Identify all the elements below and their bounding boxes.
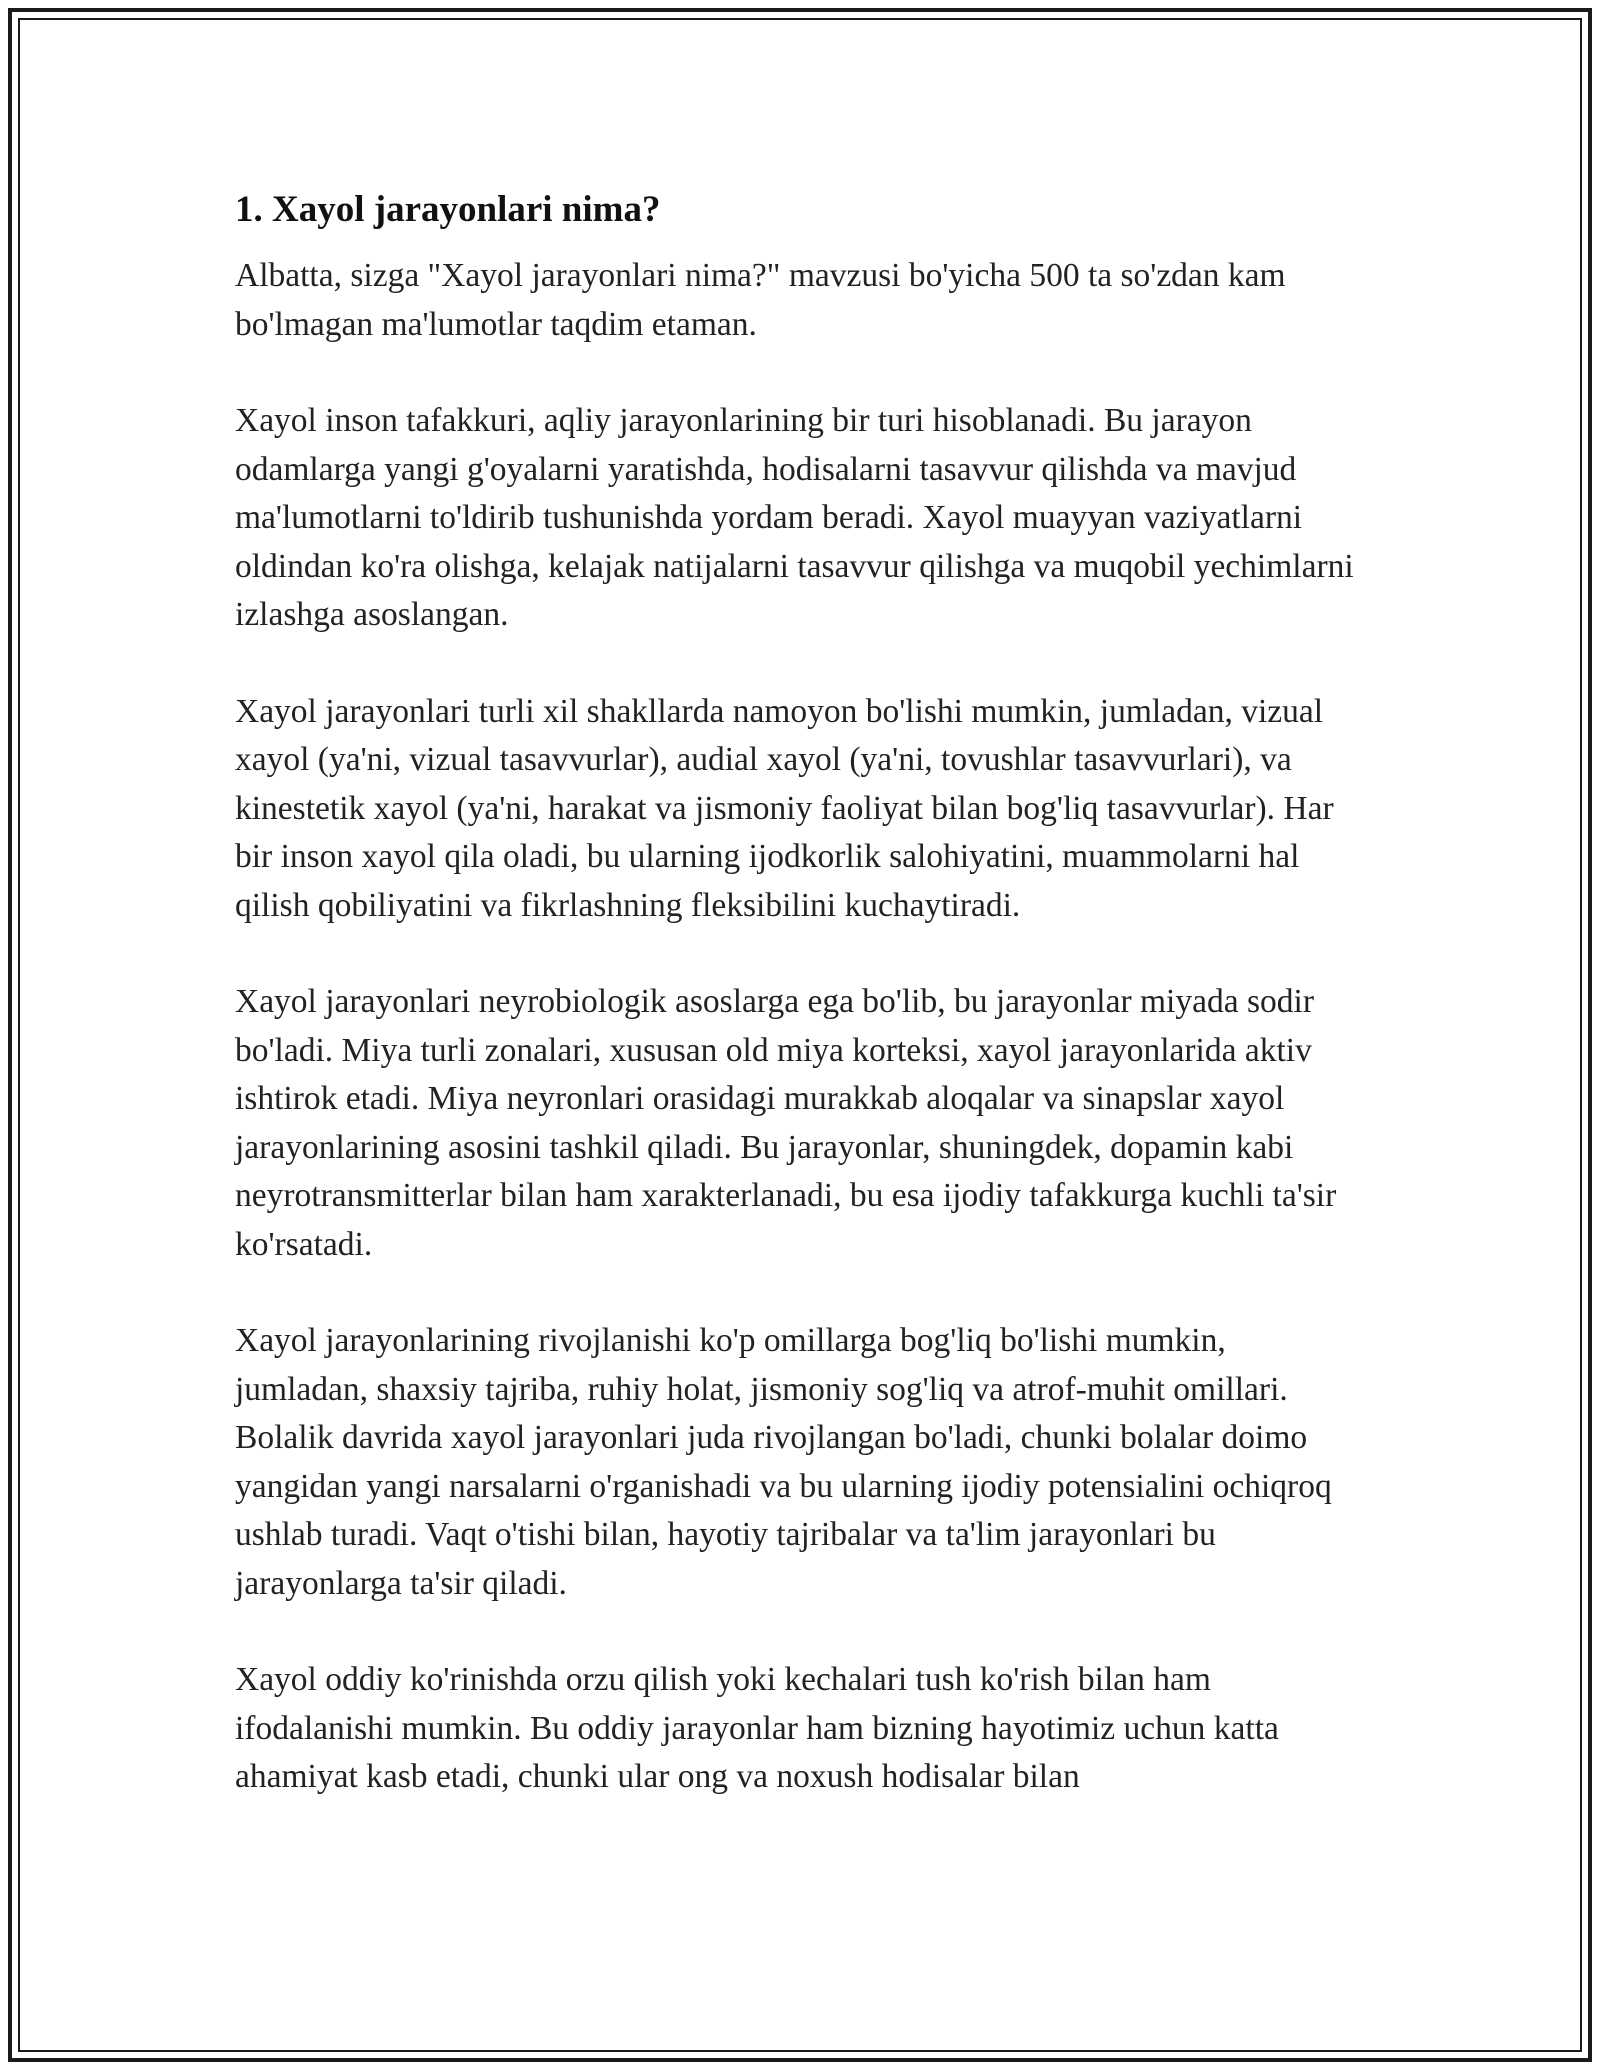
document-body <box>235 186 1355 1850</box>
paragraph-types: Xayol jarayonlari turli xil shakllarda namoyon bo'lishi mumkin, jumladan, vizual xayol (ya'ni, vizual tasavvurlar), audial xayol (ya'ni, tovushlar tasavvurlari), va kinestetik xayol (ya'ni, harakat va jismoniy faoliyat bilan bog'liq tasavvurlar). Har bir inson xayol qila oladi, bu ularning ijodkorlik salohiyatini, muammolarni hal qilish qobiliyatini va fikrlashning fleksibilini kuchaytiradi. <box>235 692 1334 924</box>
paragraph-development: Xayol jarayonlarining rivojlanishi ko'p omillarga bog'liq bo'lishi mumkin, jumladan, shaxsiy tajriba, ruhiy holat, jismoniy sog'liq va atrof-muhit omillari. Bolalik davrida xayol jarayonlari juda rivojlangan bo'ladi, chunki bolalar doimo yangidan yangi narsalarni o'rganishadi va bu ularning ijodiy potensialini ochiqroq ushlab turadi. Vaqt o'tishi bilan, hayotiy tajribalar va ta'lim jarayonlari bu jarayonlarga ta'sir qiladi. <box>235 1322 1332 1602</box>
document-title: 1. Xayol jarayonlari nima? <box>235 189 661 230</box>
paragraph-neurobiology: Xayol jarayonlari neyrobiologik asoslarga ega bo'lib, bu jarayonlar miyada sodir bo'ladi. Miya turli zonalari, xususan old miya korteksi, xayol jarayonlarida aktiv ishtirok etadi. Miya neyronlari orasidagi murakkab aloqalar va sinapslar xayol jarayonlarining asosini tashkil qiladi. Bu jarayonlar, shuningdek, dopamin kabi neyrotransmitterlar bilan ham xarakterlanadi, bu esa ijodiy tafakkurga kuchli ta'sir ko'rsatadi. <box>235 983 1337 1263</box>
paragraph-definition: Xayol inson tafakkuri, aqliy jarayonlarining bir turi hisoblanadi. Bu jarayon odamlarga yangi g'oyalarni yaratishda, hodisalarni tasavvur qilishda va mavjud ma'lumotlarni to'ldirib tushunishda yordam beradi. Xayol muayyan vaziyatlarni oldindan ko'ra olishga, kelajak natijalarni tasavvur qilishga va muqobil yechimlarni izlashga asoslangan. <box>235 402 1354 633</box>
paragraph-dreaming: Xayol oddiy ko'rinishda orzu qilish yoki kechalari tush ko'rish bilan ham ifodalanishi mumkin. Bu oddiy jarayonlar ham bizning hayotimiz uchun katta ahamiyat kasb etadi, chunki ular ong va noxush hodisalar bilan <box>235 1661 1279 1795</box>
paragraph-intro: Albatta, sizga "Xayol jarayonlari nima?" mavzusi bo'yicha 500 ta so'zdan kam bo'lmagan ma'lumotlar taqdim etaman. <box>235 257 1286 343</box>
